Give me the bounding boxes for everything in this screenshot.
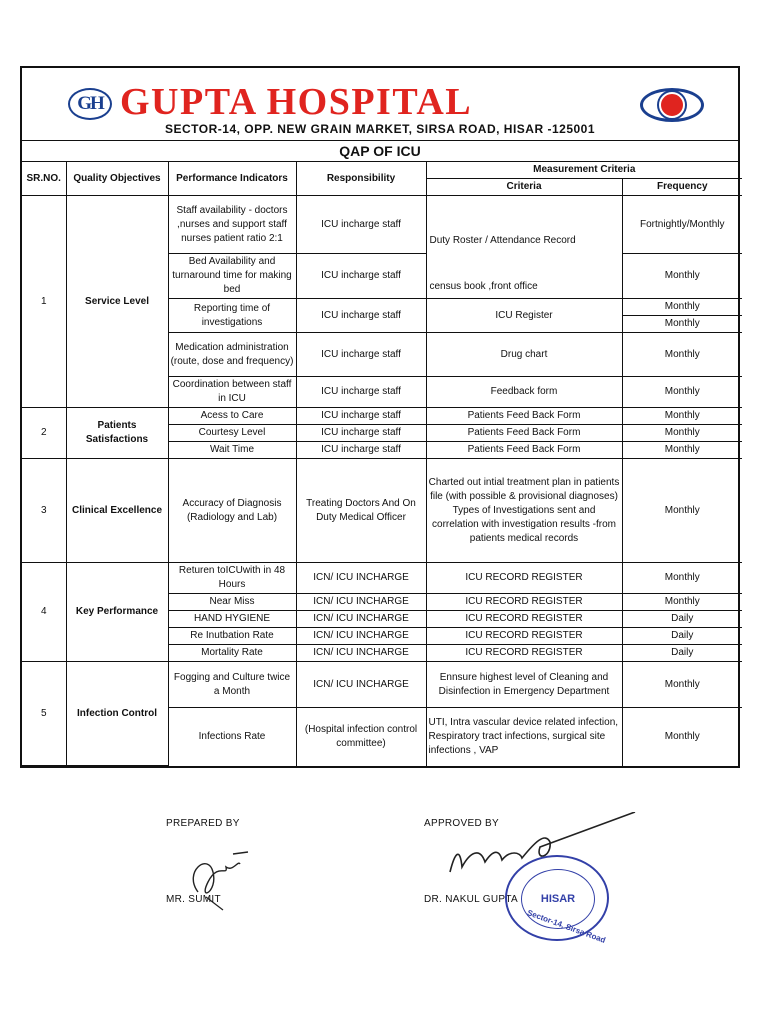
responsibility-cell: ICN/ ICU INCHARGE — [296, 662, 426, 708]
indicator-cell: HAND HYGIENE — [168, 611, 296, 628]
table-row — [22, 196, 742, 254]
qap-table — [22, 162, 742, 766]
col-quality-objectives: Quality Objectives — [66, 162, 168, 196]
responsibility-cell: (Hospital infection control committee) — [296, 708, 426, 766]
frequency-cell: Monthly — [622, 459, 742, 563]
objective-cell: Key Performance — [66, 563, 168, 662]
responsibility-cell: ICU incharge staff — [296, 408, 426, 425]
responsibility-cell: ICN/ ICU INCHARGE — [296, 645, 426, 662]
responsibility-cell: ICN/ ICU INCHARGE — [296, 628, 426, 645]
frequency-cell: Daily — [622, 628, 742, 645]
objective-cell: Infection Control — [66, 662, 168, 766]
criteria-cell: Ennsure highest level of Cleaning and Disinfection in Emergency Department — [426, 662, 622, 708]
criteria-text: census book ,front office — [429, 281, 538, 292]
indicator-cell: Staff availability - doctors ,nurses and support staff nurses patient ratio 2:1 — [168, 196, 296, 254]
responsibility-cell: ICU incharge staff — [296, 442, 426, 459]
criteria-cell: ICU RECORD REGISTER — [426, 645, 622, 662]
criteria-cell: Patients Feed Back Form — [426, 425, 622, 442]
gh-logo: GH — [68, 88, 112, 120]
prepared-by-label: PREPARED BY — [166, 818, 240, 829]
criteria-text: Duty Roster / Attendance Record — [429, 235, 576, 246]
indicator-cell: Fogging and Culture twice a Month — [168, 662, 296, 708]
indicator-cell: Acess to Care — [168, 408, 296, 425]
criteria-cell: ICU RECORD REGISTER — [426, 594, 622, 611]
responsibility-cell: ICU incharge staff — [296, 377, 426, 408]
criteria-cell: Patients Feed Back Form — [426, 408, 622, 425]
frequency-cell: Monthly — [622, 563, 742, 594]
responsibility-cell: ICU incharge staff — [296, 254, 426, 299]
criteria-cell: ICU RECORD REGISTER — [426, 628, 622, 645]
frequency-cell: Monthly — [622, 708, 742, 766]
col-criteria: Criteria — [426, 179, 622, 196]
criteria-cell: Feedback form — [426, 377, 622, 408]
table-row — [22, 408, 742, 425]
sr-cell: 4 — [22, 563, 66, 662]
letterhead — [22, 68, 738, 141]
hospital-address: SECTOR-14, OPP. NEW GRAIN MARKET, SIRSA ROAD, HISAR -125001 — [164, 122, 596, 136]
nabh-emblem — [659, 92, 685, 118]
qap-document — [20, 66, 740, 768]
indicator-cell: Re Inutbation Rate — [168, 628, 296, 645]
criteria-cell: Drug chart — [426, 333, 622, 377]
sr-cell: 3 — [22, 459, 66, 563]
responsibility-cell: ICN/ ICU INCHARGE — [296, 563, 426, 594]
indicator-cell: Reporting time of investigations — [168, 299, 296, 333]
indicator-cell: Infections Rate — [168, 708, 296, 766]
responsibility-cell: Treating Doctors And On Duty Medical Officer — [296, 459, 426, 563]
page-title: QAP OF ICU — [22, 141, 738, 162]
criteria-cell: ICU Register — [426, 299, 622, 333]
nabh-logo — [640, 88, 704, 122]
col-sr-no: SR.NO. — [22, 162, 66, 196]
criteria-cell: ICU RECORD REGISTER — [426, 563, 622, 594]
prepared-by-name: MR. SUMIT — [166, 894, 221, 905]
responsibility-cell: ICN/ ICU INCHARGE — [296, 594, 426, 611]
frequency-cell: Monthly — [622, 299, 742, 316]
col-responsibility: Responsibility — [296, 162, 426, 196]
responsibility-cell: ICU incharge staff — [296, 425, 426, 442]
sr-cell: 5 — [22, 662, 66, 766]
responsibility-cell: ICU incharge staff — [296, 333, 426, 377]
hospital-stamp — [505, 855, 609, 945]
stamp-center: HISAR — [521, 869, 595, 929]
table-row — [22, 662, 742, 708]
frequency-cell: Monthly — [622, 408, 742, 425]
col-performance-indicators: Performance Indicators — [168, 162, 296, 196]
indicator-cell: Mortality Rate — [168, 645, 296, 662]
frequency-cell: Monthly — [622, 316, 742, 333]
indicator-cell: Courtesy Level — [168, 425, 296, 442]
indicator-cell: Accuracy of Diagnosis (Radiology and Lab) — [168, 459, 296, 563]
hospital-name: GUPTA HOSPITAL — [120, 81, 473, 123]
approved-by-name: DR. NAKUL GUPTA — [424, 894, 518, 905]
indicator-cell: Coordination between staff in ICU — [168, 377, 296, 408]
criteria-cell: Patients Feed Back Form — [426, 442, 622, 459]
objective-cell: Patients Satisfactions — [66, 408, 168, 459]
criteria-cell: ICU RECORD REGISTER — [426, 611, 622, 628]
frequency-cell: Monthly — [622, 377, 742, 408]
indicator-cell: Near Miss — [168, 594, 296, 611]
frequency-cell: Fortnightly/Monthly — [622, 196, 742, 254]
frequency-cell: Monthly — [622, 594, 742, 611]
col-frequency: Frequency — [622, 179, 742, 196]
responsibility-cell: ICU incharge staff — [296, 196, 426, 254]
criteria-cell: UTI, Intra vascular device related infection, Respiratory tract infections, surgical site infections , VAP — [426, 708, 622, 766]
indicator-cell: Medication administration (route, dose and frequency) — [168, 333, 296, 377]
indicator-cell: Bed Availability and turnaround time for making bed — [168, 254, 296, 299]
responsibility-cell: ICN/ ICU INCHARGE — [296, 611, 426, 628]
table-row — [22, 459, 742, 563]
frequency-cell: Monthly — [622, 442, 742, 459]
criteria-cell: Charted out intial treatment plan in patients file (with possible & provisional diagnoses) Types of Investigations sent and correlation with investigation results -from patients medical records — [426, 459, 622, 563]
table-row — [22, 563, 742, 594]
frequency-cell: Daily — [622, 645, 742, 662]
indicator-cell: Wait Time — [168, 442, 296, 459]
stamp-ring-text: Sector-14, Sirsa Road — [525, 908, 607, 945]
responsibility-cell: ICU incharge staff — [296, 299, 426, 333]
approved-by-label: APPROVED BY — [424, 818, 499, 829]
frequency-cell: Monthly — [622, 254, 742, 299]
objective-cell: Service Level — [66, 196, 168, 408]
indicator-cell: Returen toICUwith in 48 Hours — [168, 563, 296, 594]
frequency-cell: Daily — [622, 611, 742, 628]
frequency-cell: Monthly — [622, 333, 742, 377]
objective-cell: Clinical Excellence — [66, 459, 168, 563]
frequency-cell: Monthly — [622, 425, 742, 442]
sr-cell: 2 — [22, 408, 66, 459]
sr-cell: 1 — [22, 196, 66, 408]
col-measurement-criteria: Measurement Criteria — [426, 162, 742, 179]
frequency-cell: Monthly — [622, 662, 742, 708]
criteria-cell-duty-roster — [426, 196, 622, 299]
